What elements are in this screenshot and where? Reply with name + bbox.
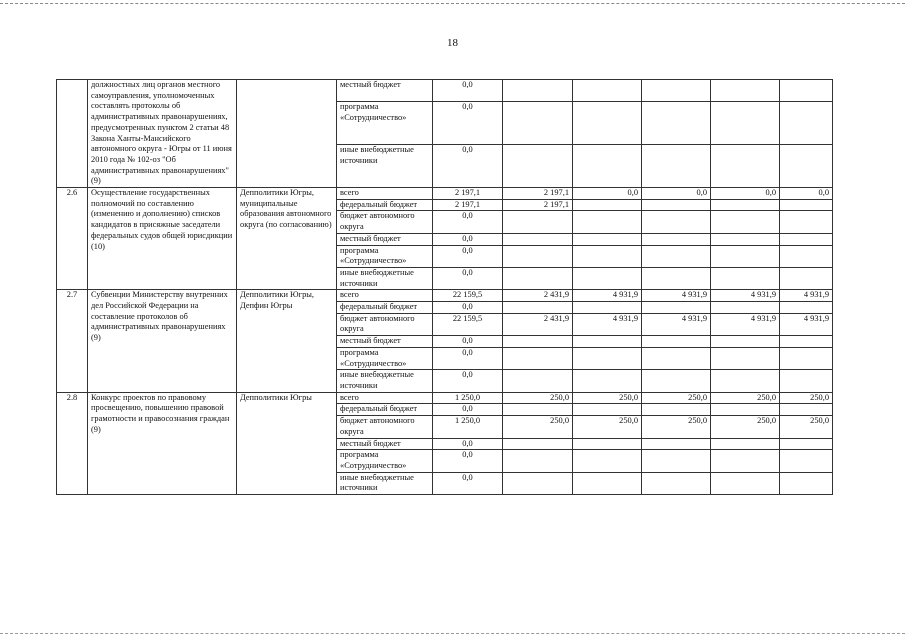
amount-year-2	[573, 302, 642, 314]
amount-year-1	[503, 370, 573, 392]
amount-year-2	[573, 472, 642, 494]
amount-total: 22 159,5	[433, 290, 503, 302]
item-number	[57, 80, 88, 188]
amount-total: 0,0	[433, 80, 503, 102]
amount-year-1: 2 431,9	[503, 313, 573, 335]
table-row	[57, 80, 833, 102]
amount-year-2	[573, 347, 642, 369]
amount-year-5	[780, 102, 833, 145]
funding-source: местный бюджет	[337, 233, 433, 245]
amount-year-3	[642, 145, 711, 188]
amount-year-2	[573, 102, 642, 145]
funding-source: иные внебюджетные источники	[337, 472, 433, 494]
amount-year-2	[573, 450, 642, 472]
amount-year-1	[503, 450, 573, 472]
amount-year-1	[503, 267, 573, 289]
amount-total: 0,0	[433, 472, 503, 494]
item-executor: Депполитики Югры	[237, 392, 337, 494]
item-name: должностных лиц органов местного самоуправления, уполномоченных составлять протоколы об административных правонарушениях, предусмотренных пунктом 2 статьи 48 Закона Ханты-Мансийского автономного округа - Югры от 11 июня 2010 года № 102-оз "Об административных правонарушениях" (9)	[88, 80, 237, 188]
scan-edge-top	[0, 3, 905, 4]
amount-year-4	[711, 302, 780, 314]
amount-year-2	[573, 80, 642, 102]
funding-source: бюджет автономного округа	[337, 313, 433, 335]
amount-year-4	[711, 450, 780, 472]
amount-year-4	[711, 245, 780, 267]
amount-year-4	[711, 336, 780, 348]
amount-year-1	[503, 211, 573, 233]
amount-year-5: 4 931,9	[780, 290, 833, 302]
funding-source: федеральный бюджет	[337, 199, 433, 211]
item-name: Осуществление государственных полномочий по составлению (изменению и дополнению) списков кандидатов в присяжные заседатели федеральных судов общей юрисдикции (10)	[88, 188, 237, 290]
amount-year-3	[642, 80, 711, 102]
amount-year-4	[711, 80, 780, 102]
amount-year-5	[780, 438, 833, 450]
amount-year-3	[642, 102, 711, 145]
amount-year-1	[503, 102, 573, 145]
amount-year-2: 250,0	[573, 392, 642, 404]
funding-source: местный бюджет	[337, 80, 433, 102]
table-row	[57, 188, 833, 200]
amount-year-1: 2 197,1	[503, 199, 573, 211]
amount-year-2: 250,0	[573, 416, 642, 438]
funding-source: программа «Сотрудничество»	[337, 347, 433, 369]
amount-total: 0,0	[433, 145, 503, 188]
amount-year-1	[503, 472, 573, 494]
amount-year-4	[711, 199, 780, 211]
amount-year-1	[503, 302, 573, 314]
amount-year-1	[503, 404, 573, 416]
amount-year-3: 250,0	[642, 416, 711, 438]
amount-year-4	[711, 472, 780, 494]
amount-year-1	[503, 347, 573, 369]
amount-total: 2 197,1	[433, 199, 503, 211]
amount-year-3	[642, 302, 711, 314]
amount-year-4	[711, 347, 780, 369]
amount-year-2	[573, 404, 642, 416]
amount-year-5	[780, 370, 833, 392]
funding-source: иные внебюджетные источники	[337, 145, 433, 188]
amount-total: 0,0	[433, 370, 503, 392]
amount-total: 0,0	[433, 233, 503, 245]
amount-total: 1 250,0	[433, 416, 503, 438]
amount-year-5	[780, 233, 833, 245]
amount-year-4	[711, 267, 780, 289]
amount-year-1	[503, 145, 573, 188]
amount-year-3	[642, 336, 711, 348]
amount-total: 22 159,5	[433, 313, 503, 335]
amount-year-1	[503, 438, 573, 450]
amount-year-3	[642, 472, 711, 494]
amount-year-4	[711, 145, 780, 188]
funding-source: программа «Сотрудничество»	[337, 450, 433, 472]
funding-source: местный бюджет	[337, 438, 433, 450]
amount-total: 0,0	[433, 438, 503, 450]
funding-source: всего	[337, 290, 433, 302]
amount-year-5	[780, 336, 833, 348]
amount-year-1: 250,0	[503, 392, 573, 404]
amount-year-2	[573, 267, 642, 289]
amount-year-5	[780, 404, 833, 416]
funding-source: всего	[337, 392, 433, 404]
amount-year-4	[711, 404, 780, 416]
funding-source: программа «Сотрудничество»	[337, 245, 433, 267]
amount-year-5	[780, 145, 833, 188]
amount-year-2	[573, 245, 642, 267]
item-executor: Депполитики Югры, Депфин Югры	[237, 290, 337, 392]
amount-year-1: 250,0	[503, 416, 573, 438]
amount-year-3	[642, 233, 711, 245]
item-number: 2.8	[57, 392, 88, 494]
table-row	[57, 392, 833, 404]
amount-year-4	[711, 102, 780, 145]
amount-total: 2 197,1	[433, 188, 503, 200]
funding-source: бюджет автономного округа	[337, 416, 433, 438]
amount-year-5	[780, 267, 833, 289]
amount-total: 0,0	[433, 302, 503, 314]
page-number: 18	[447, 37, 458, 49]
item-name: Субвенции Министерству внутренних дел Российской Федерации на составление протоколов об административных правонарушениях (9)	[88, 290, 237, 392]
amount-year-5: 0,0	[780, 188, 833, 200]
amount-year-2: 0,0	[573, 188, 642, 200]
amount-year-4: 250,0	[711, 416, 780, 438]
funding-source: всего	[337, 188, 433, 200]
amount-year-1: 2 197,1	[503, 188, 573, 200]
amount-year-5	[780, 450, 833, 472]
amount-year-5	[780, 199, 833, 211]
amount-total: 1 250,0	[433, 392, 503, 404]
table-row	[57, 290, 833, 302]
amount-total: 0,0	[433, 347, 503, 369]
amount-year-5: 250,0	[780, 416, 833, 438]
amount-year-3	[642, 450, 711, 472]
amount-year-3	[642, 245, 711, 267]
amount-year-1: 2 431,9	[503, 290, 573, 302]
amount-year-4	[711, 211, 780, 233]
funding-source: программа «Сотрудничество»	[337, 102, 433, 145]
amount-year-5	[780, 80, 833, 102]
funding-source: иные внебюджетные источники	[337, 370, 433, 392]
funding-source: местный бюджет	[337, 336, 433, 348]
amount-year-3: 250,0	[642, 392, 711, 404]
program-table	[56, 79, 833, 495]
amount-year-3: 0,0	[642, 188, 711, 200]
amount-year-3: 4 931,9	[642, 313, 711, 335]
amount-year-5	[780, 472, 833, 494]
amount-year-5: 4 931,9	[780, 313, 833, 335]
amount-year-2: 4 931,9	[573, 290, 642, 302]
amount-year-3	[642, 347, 711, 369]
amount-year-4: 0,0	[711, 188, 780, 200]
amount-year-4	[711, 438, 780, 450]
item-number: 2.7	[57, 290, 88, 392]
funding-source: иные внебюджетные источники	[337, 267, 433, 289]
item-executor: Депполитики Югры, муниципальные образования автономного округа (по согласованию)	[237, 188, 337, 290]
amount-year-5	[780, 347, 833, 369]
amount-year-1	[503, 336, 573, 348]
amount-year-1	[503, 80, 573, 102]
amount-year-2	[573, 336, 642, 348]
amount-total: 0,0	[433, 450, 503, 472]
amount-year-4	[711, 370, 780, 392]
amount-total: 0,0	[433, 245, 503, 267]
item-executor	[237, 80, 337, 188]
funding-source: федеральный бюджет	[337, 404, 433, 416]
scan-edge-bottom	[0, 633, 905, 634]
amount-year-2	[573, 211, 642, 233]
funding-source: федеральный бюджет	[337, 302, 433, 314]
amount-year-1	[503, 233, 573, 245]
item-number: 2.6	[57, 188, 88, 290]
amount-year-2	[573, 199, 642, 211]
amount-year-5	[780, 211, 833, 233]
amount-year-2	[573, 438, 642, 450]
amount-total: 0,0	[433, 336, 503, 348]
amount-year-3: 4 931,9	[642, 290, 711, 302]
amount-year-4	[711, 233, 780, 245]
amount-total: 0,0	[433, 404, 503, 416]
amount-year-2	[573, 145, 642, 188]
amount-year-3	[642, 267, 711, 289]
amount-year-5: 250,0	[780, 392, 833, 404]
amount-total: 0,0	[433, 102, 503, 145]
amount-total: 0,0	[433, 267, 503, 289]
amount-year-5	[780, 245, 833, 267]
program-table-body	[57, 80, 833, 495]
amount-year-2: 4 931,9	[573, 313, 642, 335]
amount-year-2	[573, 370, 642, 392]
funding-source: бюджет автономного округа	[337, 211, 433, 233]
amount-year-4: 4 931,9	[711, 290, 780, 302]
amount-year-4: 250,0	[711, 392, 780, 404]
amount-year-3	[642, 370, 711, 392]
amount-year-3	[642, 199, 711, 211]
amount-year-3	[642, 404, 711, 416]
amount-total: 0,0	[433, 211, 503, 233]
amount-year-2	[573, 233, 642, 245]
amount-year-4: 4 931,9	[711, 313, 780, 335]
amount-year-1	[503, 245, 573, 267]
amount-year-5	[780, 302, 833, 314]
amount-year-3	[642, 211, 711, 233]
item-name: Конкурс проектов по правовому просвещению, повышению правовой грамотности и правосознания граждан (9)	[88, 392, 237, 494]
amount-year-3	[642, 438, 711, 450]
